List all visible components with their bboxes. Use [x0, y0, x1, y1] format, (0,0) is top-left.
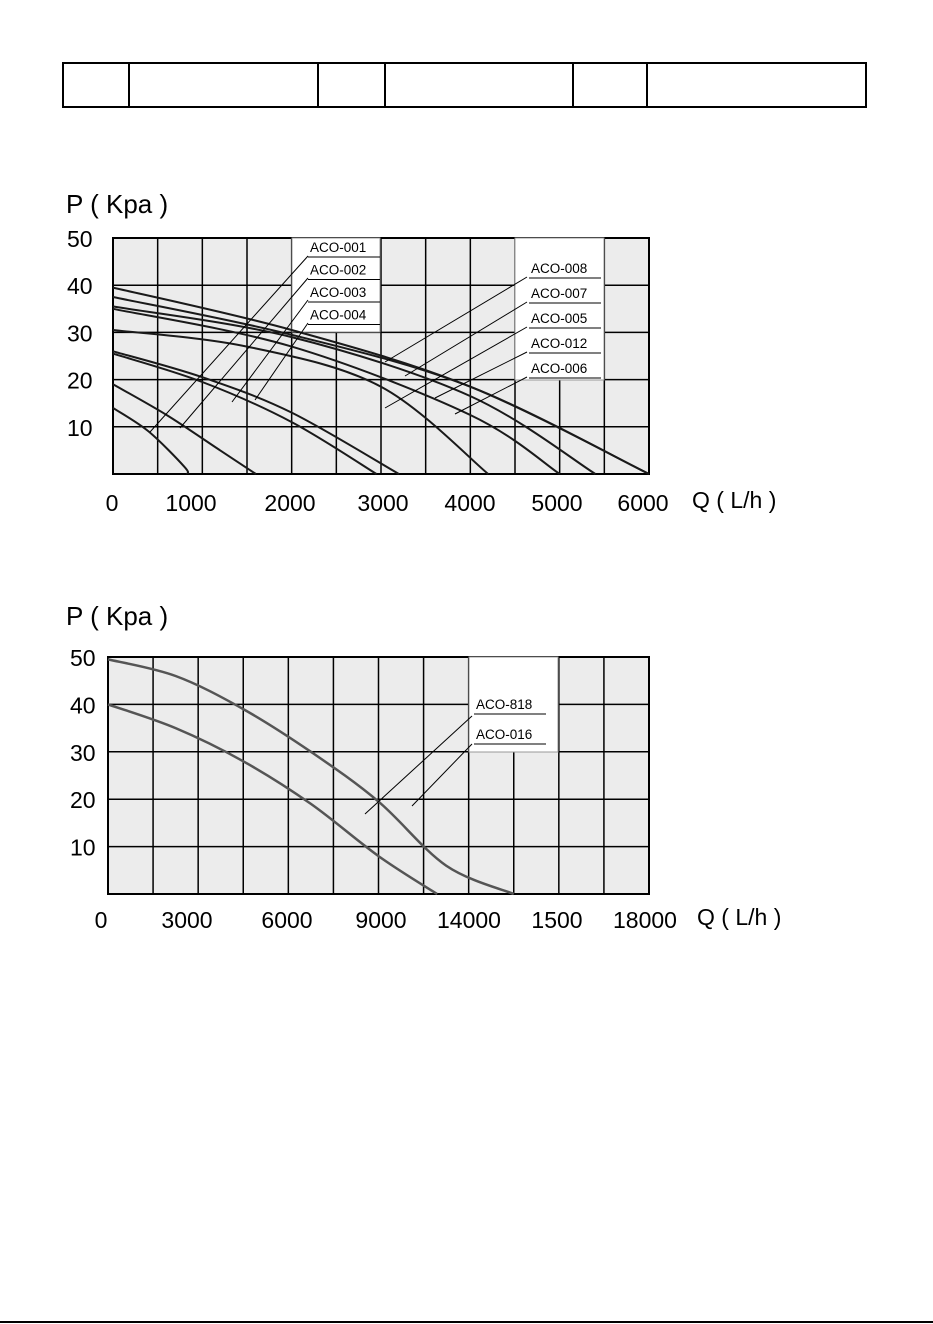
y-tick-label: 40: [67, 273, 93, 300]
x-tick-label: 3000: [161, 907, 213, 933]
x-tick-label: 18000: [613, 907, 677, 933]
chart-1-svg: [0, 180, 933, 530]
y-axis-label: P ( Kpa ): [66, 189, 169, 219]
legend-label: ACO-005: [531, 311, 588, 326]
x-axis-label: Q ( L/h ): [692, 487, 777, 513]
header-cell: [647, 63, 866, 107]
chart-2-y-ticks: [70, 645, 96, 861]
x-tick-label: 2000: [264, 490, 316, 516]
header-cell: [318, 63, 385, 107]
header-cell: [573, 63, 647, 107]
x-tick-label: 0: [94, 907, 108, 933]
x-tick-label: 4000: [444, 490, 496, 516]
x-tick-label: 9000: [355, 907, 407, 933]
legend-label: ACO-002: [310, 262, 367, 278]
x-tick-label: 1000: [165, 490, 217, 516]
legend-label: ACO-016: [476, 727, 533, 742]
y-axis-label: P ( Kpa ): [66, 601, 169, 631]
legend-label: ACO-818: [476, 697, 533, 712]
x-tick-label: 1500: [531, 907, 583, 933]
x-tick-label: 14000: [437, 907, 501, 933]
chart-2-svg: [0, 592, 933, 942]
header-cell: [385, 63, 573, 107]
chart-1-x-ticks: [106, 490, 669, 516]
pump-curve-chart-2: [0, 592, 933, 942]
page-bottom-rule: [0, 1321, 933, 1323]
chart-1-y-ticks: [67, 226, 93, 441]
legend-label: ACO-001: [310, 240, 367, 255]
y-tick-label: 20: [70, 787, 96, 814]
legend-label: ACO-003: [310, 285, 367, 300]
y-tick-label: 30: [67, 320, 93, 347]
legend-label: ACO-004: [310, 307, 367, 323]
x-tick-label: 5000: [531, 490, 583, 516]
y-tick-label: 40: [70, 692, 96, 719]
legend-label: ACO-006: [531, 361, 588, 376]
legend-label: ACO-012: [531, 336, 588, 351]
header-cell: [129, 63, 318, 107]
y-tick-label: 50: [67, 226, 93, 252]
header-cell: [63, 63, 129, 107]
y-tick-label: 20: [67, 367, 93, 394]
legend-box: [515, 238, 604, 380]
chart-2-x-ticks: [95, 907, 677, 933]
y-tick-label: 50: [70, 645, 96, 671]
y-tick-label: 10: [67, 414, 93, 441]
chart-2-grid: [108, 657, 649, 894]
x-tick-label: 0: [105, 490, 119, 516]
y-tick-label: 10: [70, 834, 96, 861]
legend-label: ACO-008: [531, 261, 588, 276]
x-axis-label: Q ( L/h ): [697, 904, 782, 930]
y-tick-label: 30: [70, 739, 96, 766]
x-tick-label: 3000: [357, 490, 409, 516]
pump-curve-chart-1: [0, 180, 933, 530]
x-tick-label: 6000: [617, 490, 669, 516]
x-tick-label: 6000: [261, 907, 313, 933]
header-table: [62, 62, 867, 108]
legend-label: ACO-007: [531, 286, 588, 301]
